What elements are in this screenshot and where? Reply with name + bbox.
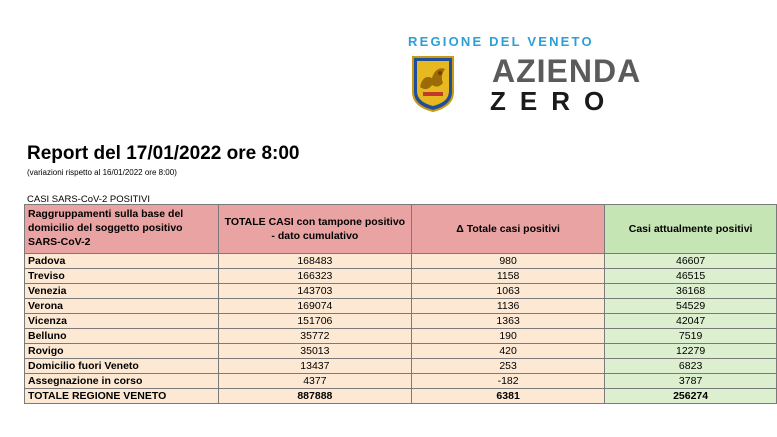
delta-cases-cell: 1158 [412, 269, 605, 284]
total-cases-cell: 35013 [218, 344, 411, 359]
delta-cases-cell: -182 [412, 374, 605, 389]
delta-cases-cell: 190 [412, 329, 605, 344]
total-cases-cell: 4377 [218, 374, 411, 389]
province-cell: Treviso [25, 269, 219, 284]
table-body [25, 254, 777, 404]
lion-of-st-mark-crest-icon [412, 56, 454, 112]
province-cell: Verona [25, 299, 219, 314]
header-total-cases: TOTALE CASI con tampone positivo - dato cumulativo [218, 205, 411, 254]
total-cases-cell: 168483 [218, 254, 411, 269]
province-cell: TOTALE REGIONE VENETO [25, 389, 219, 404]
positive-cases-table [24, 204, 777, 404]
total-cases-cell: 13437 [218, 359, 411, 374]
province-cell: Rovigo [25, 344, 219, 359]
logo-azienda-text: AZIENDA [492, 53, 642, 89]
active-cases-cell: 46607 [605, 254, 777, 269]
table-caption: CASI SARS-CoV-2 POSITIVI [27, 194, 151, 205]
total-cases-cell: 35772 [218, 329, 411, 344]
delta-cases-cell: 6381 [412, 389, 605, 404]
province-cell: Vicenza [25, 314, 219, 329]
header-delta-cases: Δ Totale casi positivi [412, 205, 605, 254]
total-cases-cell: 151706 [218, 314, 411, 329]
delta-cases-cell: 253 [412, 359, 605, 374]
table-header-row [25, 205, 777, 254]
active-cases-cell: 6823 [605, 359, 777, 374]
active-cases-cell: 36168 [605, 284, 777, 299]
delta-cases-cell: 420 [412, 344, 605, 359]
azienda-zero-logo [408, 34, 642, 116]
logo-region-text: REGIONE DEL VENETO [408, 34, 594, 49]
province-cell: Domicilio fuori Veneto [25, 359, 219, 374]
total-cases-cell: 169074 [218, 299, 411, 314]
delta-cases-cell: 1136 [412, 299, 605, 314]
active-cases-cell: 42047 [605, 314, 777, 329]
active-cases-cell: 256274 [605, 389, 777, 404]
header-grouping: Raggruppamenti sulla base del domicilio del soggetto positivo SARS-CoV-2 [25, 205, 219, 254]
report-subtitle: (variazioni rispetto al 16/01/2022 ore 8:00) [27, 168, 177, 177]
province-cell: Assegnazione in corso [25, 374, 219, 389]
report-title: Report del 17/01/2022 ore 8:00 [27, 143, 300, 164]
table-total-row [25, 389, 777, 404]
table-row [25, 329, 777, 344]
delta-cases-cell: 1063 [412, 284, 605, 299]
active-cases-cell: 7519 [605, 329, 777, 344]
province-cell: Padova [25, 254, 219, 269]
logo-zero-text: ZERO [490, 86, 619, 116]
table-row [25, 254, 777, 269]
active-cases-cell: 54529 [605, 299, 777, 314]
total-cases-cell: 143703 [218, 284, 411, 299]
table-row [25, 299, 777, 314]
table-row [25, 344, 777, 359]
table-row [25, 359, 777, 374]
table-row [25, 314, 777, 329]
province-cell: Belluno [25, 329, 219, 344]
active-cases-cell: 12279 [605, 344, 777, 359]
total-cases-cell: 166323 [218, 269, 411, 284]
total-cases-cell: 887888 [218, 389, 411, 404]
active-cases-cell: 46515 [605, 269, 777, 284]
active-cases-cell: 3787 [605, 374, 777, 389]
table-row [25, 374, 777, 389]
header-active-cases: Casi attualmente positivi [605, 205, 777, 254]
table-row [25, 284, 777, 299]
delta-cases-cell: 1363 [412, 314, 605, 329]
delta-cases-cell: 980 [412, 254, 605, 269]
province-cell: Venezia [25, 284, 219, 299]
table-row [25, 269, 777, 284]
